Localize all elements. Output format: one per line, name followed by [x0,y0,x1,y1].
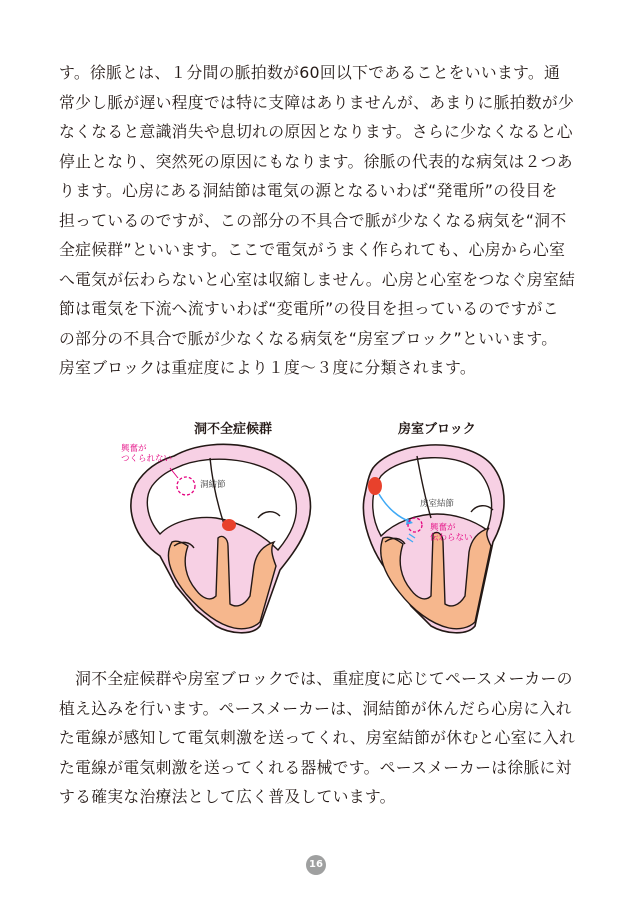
label-av-node: 房室結節 [420,499,455,509]
label-no-excitation-2: つくられない [121,454,173,464]
text-line: 洞不全症候群や房室ブロックでは、重症度に応じてペースメーカーの [59,669,573,688]
label-no-excitation-1: 興奮が [121,444,147,454]
text-line: へ電気が伝わらないと心室は収縮しません。心房と心室をつなぐ房室結 [59,269,576,289]
label-not-conducted-2: 伝わらない [430,533,473,543]
text-line: 全症候群”といいます。ここで電気がうまく作られても、心房から心室 [59,240,566,259]
figure-title-av-block: 房室ブロック [398,422,476,437]
text-line: す。徐脈とは、１分間の脈拍数が60回以下であることをいいます。通 [59,63,561,82]
text-line: 植え込みを行います。ペースメーカーは、洞結節が休んだら心房に入れ [59,698,572,718]
body-paragraph-1 [59,58,589,383]
label-not-conducted-1: 興奮が [430,523,456,533]
sa-node-icon [368,477,382,495]
text-line: ります。心房にある洞結節は電気の源となるいわば“発電所”の役目を [59,181,558,200]
text-line: た電線が電気刺激を送ってくれる器械です。ペースメーカーは徐脈に対 [59,757,572,777]
ventricle-wall-icon [381,528,491,629]
label-sinus-node: 洞結節 [200,480,226,490]
text-line: 節は電気を下流へ流すいわば“変電所”の役目を担っているのですがこ [59,299,559,318]
heart-diagram-sick-sinus [112,438,324,638]
body-paragraph-2 [59,664,589,812]
text-line: 常少し脈が遅い程度では特に支障はありませんが、あまりに脈拍数が少 [59,92,575,112]
text-line: 停止となり、突然死の原因にもなります。徐脈の代表的な病気は２つあ [59,151,573,171]
text-line: する確実な治療法として広く普及しています。 [59,787,396,806]
text-line: 担っているのですが、この部分の不具合で脈が少なくなる病気を“洞不 [59,210,567,230]
text-line: 房室ブロックは重症度により１度〜３度に分類されます。 [59,358,476,377]
figure-title-sick-sinus: 洞不全症候群 [194,422,273,437]
text-line: の部分の不具合で脈が少なくなる病気を“房室ブロック”といいます。 [59,328,558,348]
text-line: なくなると意識消失や息切れの原因となります。さらに少なくなると心 [59,122,573,141]
av-node-icon [222,519,236,531]
text-line: た電線が感知して電気刺激を送ってくれ、房室結節が休むと心室に入れ [59,728,576,747]
page-number-badge: 16 [306,855,326,875]
